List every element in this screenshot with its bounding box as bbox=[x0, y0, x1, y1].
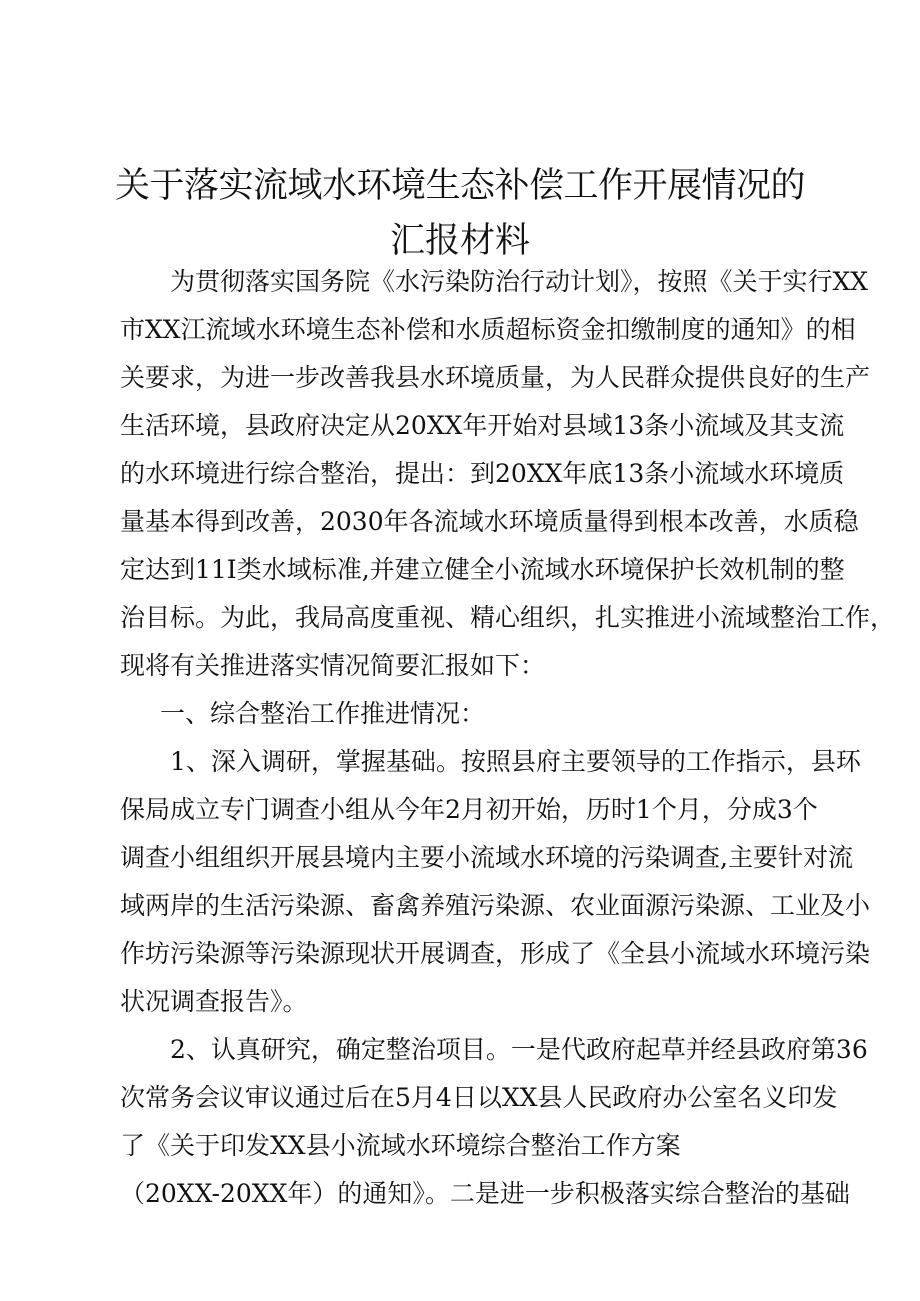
item2-line: 了《关于印发XX县小流域水环境综合整治工作方案 bbox=[120, 1131, 681, 1160]
intro-line: 关要求，为进一步改善我县水环境质量，为人民群众提供良好的生产 bbox=[120, 363, 871, 392]
section-heading: 一、综合整治工作推进情况： bbox=[160, 699, 486, 728]
intro-line: 为贯彻落实国务院《水污染防治行动计划》，按照《关于实行XX bbox=[170, 267, 869, 296]
item1-line: 调查小组组织开展县境内主要小流域水环境的污染调查,主要针对流 bbox=[120, 843, 853, 872]
intro-line: 治目标。为此，我局高度重视、精心组织，扎实推进小流域整治工作， bbox=[120, 603, 896, 632]
item2-line: 次常务会议审议通过后在5月4日以XX县人民政府办公室名义印发 bbox=[120, 1083, 838, 1112]
item1-line: 域两岸的生活污染源、畜禽养殖污染源、农业面源污染源、工业及小 bbox=[120, 891, 871, 920]
intro-line: 市XX江流域水环境生态补偿和水质超标资金扣缴制度的通知》的相 bbox=[120, 315, 856, 344]
intro-line: 量基本得到改善，2030年各流域水环境质量得到根本改善，水质稳 bbox=[120, 507, 859, 536]
item1-line: 保局成立专门调查小组从今年2月初开始，历时1个月，分成3个 bbox=[120, 795, 818, 824]
item1-line: 1、深入调研，掌握基础。按照县府主要领导的工作指示，县环 bbox=[170, 747, 861, 776]
item2-line: （20XX-20XX年）的通知》。二是进一步积极落实综合整治的基础 bbox=[120, 1179, 850, 1208]
item1-line: 状况调查报告》。 bbox=[120, 987, 308, 1016]
intro-line: 生活环境，县政府决定从20XX年开始对县域13条小流域及其支流 bbox=[120, 411, 845, 440]
item1-line: 作坊污染源等污染源现状开展调查，形成了《全县小流域水环境污染 bbox=[120, 939, 871, 968]
intro-line: 定达到11I类水域标准,并建立健全小流域水环境保护长效机制的整 bbox=[120, 555, 845, 584]
document-title-line-1: 关于落实流域水环境生态补偿工作开展情况的 bbox=[114, 166, 805, 206]
intro-line: 的水环境进行综合整治，提出：到20XX年底13条小流域水环境质 bbox=[120, 459, 845, 488]
intro-line: 现将有关推进落实情况简要汇报如下： bbox=[120, 651, 546, 680]
item2-line: 2、认真研究，确定整治项目。一是代政府起草并经县政府第36 bbox=[170, 1035, 868, 1064]
document-title-line-2: 汇报材料 bbox=[389, 221, 530, 261]
